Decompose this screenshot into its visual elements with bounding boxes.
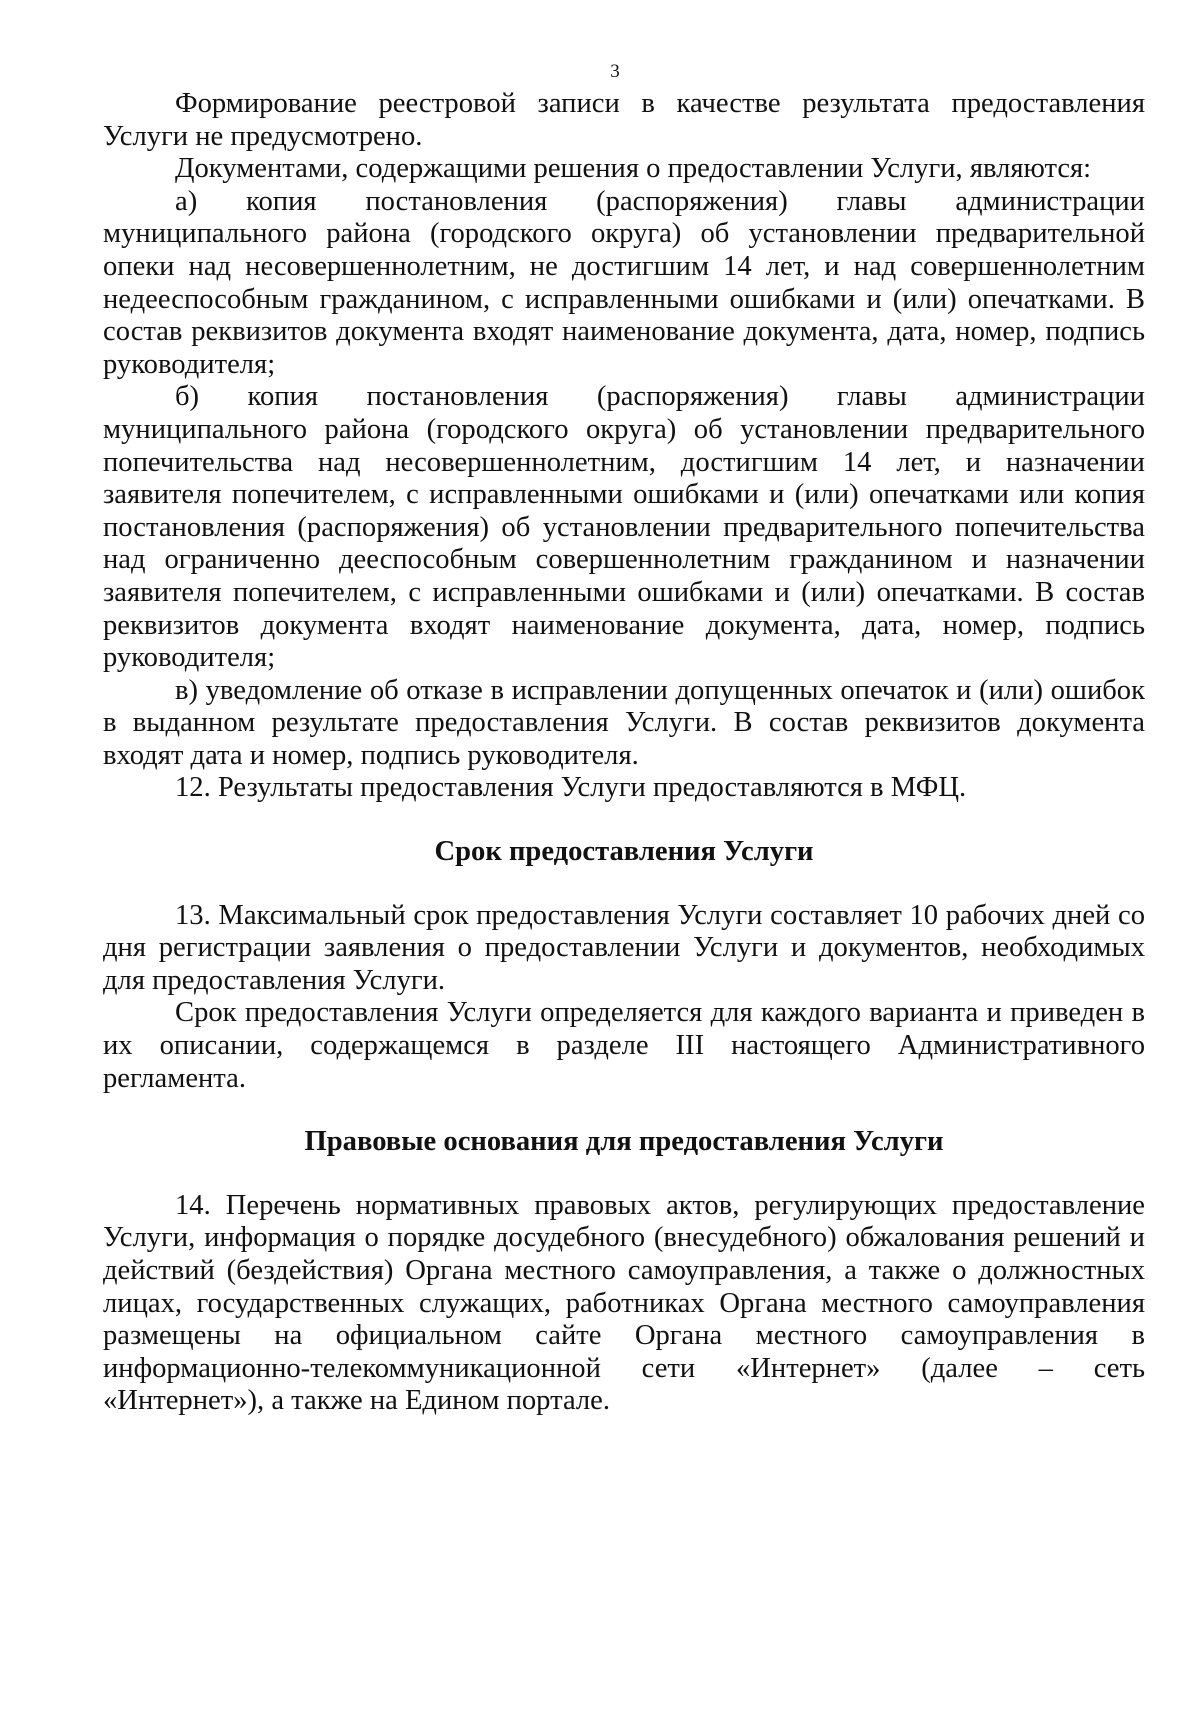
document-body xyxy=(103,88,1145,1418)
paragraph-12: 12. Результаты предоставления Услуги предоставляются в МФЦ. xyxy=(175,772,967,804)
page-number: 3 xyxy=(610,61,620,82)
paragraph-registry-record: Формирование реестровой записи в качестве результата предоставления Услуги не предусмотрено. xyxy=(103,88,1145,152)
heading-legal-basis: Правовые основания для предоставления Услуги xyxy=(304,1126,944,1158)
list-item-v: в) уведомление об отказе в исправлении допущенных опечаток и (или) ошибок в выданном результате предоставления Услуги. В состав реквизитов документа входят дата и номер, подпись руководителя. xyxy=(103,674,1145,771)
paragraph-decision-documents: Документами, содержащими решения о предоставлении Услуги, являются: xyxy=(175,153,1092,185)
heading-service-term: Срок предоставления Услуги xyxy=(434,836,814,868)
list-item-b: б) копия постановления (распоряжения) главы администрации муниципального района (городского округа) об установлении предварительного попечительства над несовершеннолетним, достигшим 14 лет, и назначении заявителя попечителем, с исправленными ошибками и (или) опечатками или копия постановления (распоряжения) об установлении предварительного попечительства над ограниченно дееспособным совершеннолетним гражданином и назначении заявителя попечителем, с исправленными ошибками и (или) опечатками. В состав реквизитов документа входят наименование документа, дата, номер, подпись руководителя; xyxy=(103,381,1145,674)
paragraph-13: 13. Максимальный срок предоставления Услуги составляет 10 рабочих дней со дня регистрации заявления о предоставлении Услуги и документов, необходимых для предоставления Услуги. xyxy=(103,899,1145,996)
list-item-a: а) копия постановления (распоряжения) главы администрации муниципального района (городского округа) об установлении предварительной опеки над несовершеннолетним, не достигшим 14 лет, и над совершеннолетним недееспособным гражданином, с исправленными ошибками и (или) опечатками. В состав реквизитов документа входят наименование документа, дата, номер, подпись руководителя; xyxy=(103,185,1145,380)
paragraph-14: 14. Перечень нормативных правовых актов, регулирующих предоставление Услуги, информация о порядке досудебного (внесудебного) обжалования решений и действий (бездействия) Органа местного самоуправления, а также о должностных лицах, государственных служащих, работниках Органа местного самоуправления размещены на официальном сайте Органа местного самоуправления в информационно-телекоммуникационной сети «Интернет» (далее – сеть «Интернет»), а также на Едином портале. xyxy=(103,1189,1145,1417)
paragraph-term-variants: Срок предоставления Услуги определяется для каждого варианта и приведен в их описании, содержащемся в разделе III настоящего Административного регламента. xyxy=(103,997,1145,1094)
